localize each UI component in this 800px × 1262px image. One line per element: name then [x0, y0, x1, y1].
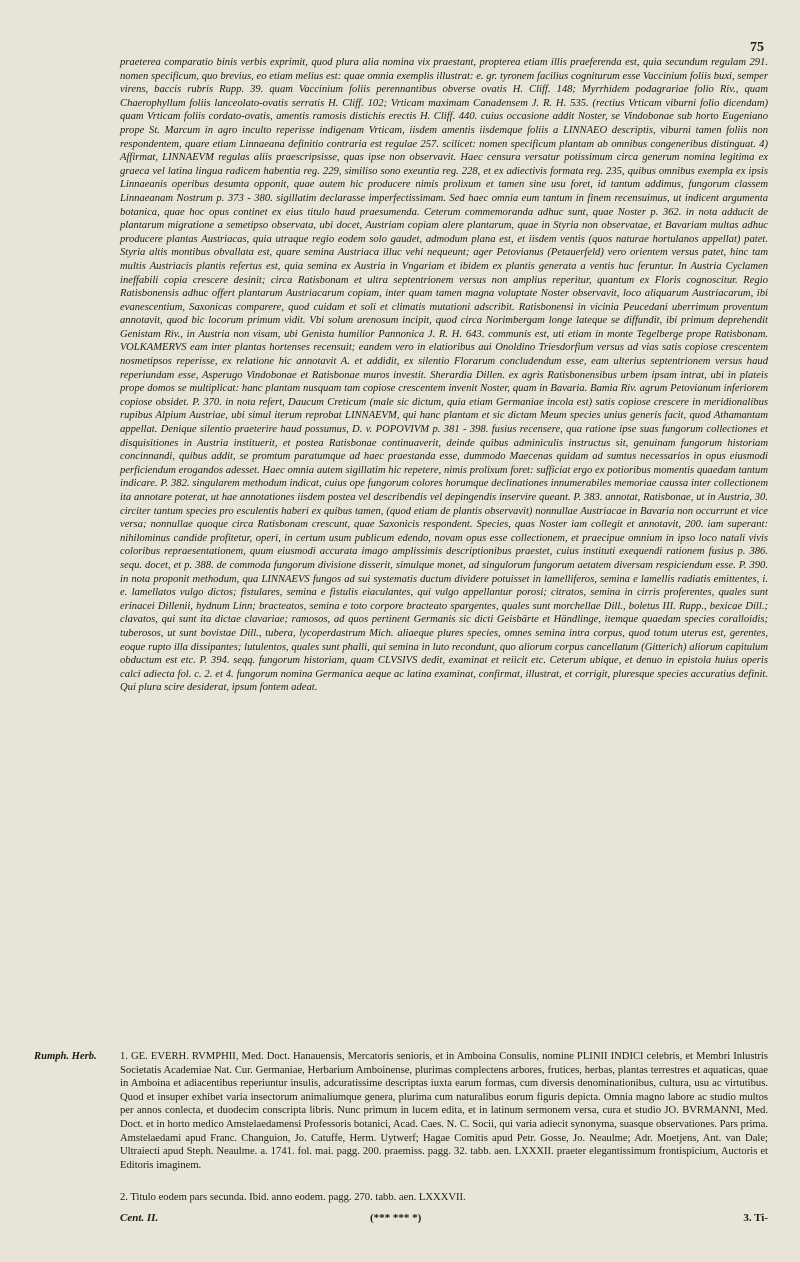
signature-left: Cent. II.: [120, 1212, 159, 1224]
signature-mark: (*** *** *): [370, 1212, 422, 1224]
sub-entry: 2. Titulo eodem pars secunda. Ibid. anno eodem. pagg. 270. tabb. aen. LXXXVII.: [120, 1192, 466, 1203]
body-paragraph: praeterea comparatio binis verbis exprimit, quod plura alia nomina vix praestant, propterea etiam illis praeferenda est, quia secundum regulam 291. nomen specificum, quo brevius, eo etiam melius est: quae omnia exemplis illustrat: e. gr. tyronem facilius cogniturum esse Vaccinium foliis buxi, semper virens, baccis rubris Rupp. 39. quam Vaccinium foliis perennantibus obverse ovatis H. Cliff. 148; Myrrhidem podagrariae folio Riv., quam Chaerophyllum foliis lanceolato-ovatis serratis H. Cliff. 102; Vrticam maximam Canadensem J. R. H. 535. (rectius Vrticam viburni folio dicendam) quam Vrticam foliis cordato-ovatis, amentis ramosis distichis erectis H. Cliff. 440. cuius occasione addit Noster, se Vindobonae sub horto Eugeniano prope St. Marcum in agro inculto reperisse indigenam Vrticam, iisdem amentis iisdemque foliis a LINNAEO descriptis, viburni tamen foliis non respondentem, quare etiam Linnaeana definitio contraria est regulae 257. scilicet: nomen specificum plantam ab omnibus congeneribus distinguat. 4) Affirmat, LINNAEVM regulas aliis praescripsisse, quas ipse non observavit. Haec censura versatur potissimum circa generum nomina legitima ex graeca vel latina lingua radicem habentia reg. 229, similiso sono exeuntia reg. 228, et ex adiectivis formata reg. 235, quibus omnibus exempla ex ipsis Linnaeanis operibus desumta opponit, quae autem hic producere nimis prolixum et tamen sine usu foret, id tantum addimus, fungorum classem Linnaeanam Nostrum p. 373 - 380. sigillatim declarasse imperfectissimam. Sed haec omnia eum tantum in finem recensuimus, ut indicent argumenta botanica, quae hoc opus continet ex eius titulo haud praesumenda. Ceterum commemoranda adhuc sunt, quae Noster p. 362. in nota adducit de plantarum migratione a semetipso observata, ubi docet, Austriam copiam alere plantarum, quae in Styria non observatae, et Bavariam multas adhuc producere plantas Austriacas, quia utraque regio eodem solo gaudet, admodum plana est, et iisdem ventis (quos naturae hortulanos appellat) patet. Styria altis montibus obvallata est, quare semina Austriaca illuc vehi nequeunt; ager Petovianus (Petauerfeld) vero orientem versus patet, hinc tam multis Austriacis plantis refertus est, quia semina ex Austria in Vngariam et ibidem ex plantis generata a ventis huc feruntur. In Austria Cyclamen ineffabili copia crescere desinit; circa Ratisbonam et ultra septentrionem versus non amplius reperitur, quantum ex Floris cognoscitur. Regio Ratisbonensis adhuc offert plantarum Austriacarum copiam, inter quam tamen magna voluptate Noster observavit, loco aliquarum Austriacarum, ibi evanescentium, Saxonicas comparere, quod cuidam et soli et climatis mutationi adscribit. Ratisbonensi in vicinia Peucedani uberrimum proventum annotavit, quod bic locorum primum vidit. Vbi solum arenosum incipit, quod circa Norimbergam longe lateque se diffundit, ibi primum deprehendit Genistam Riv., in Austria non visam, ubi Genista humilior Pannonica J. R. H. 643. communis est, uti etiam in monte Tegelberge prope Ratisbonam. VOLKAMERVS eam inter plantas hortenses recensuit; eandem vero in elatioribus aui Onoldino Triesdorfium versus ad vias satis copiose crescentem nosmetipsos reperisse, ex relatione hic annotavit A. et addidit, ex silentio Florarum concludendum esse, eam ulterius septentrionem versus haud reperiundam esse, Asperugo Vindobonae et Ratisbonae muros investit. Sherardia Dillen. ex agris Ratisbonensibus urbem ipsam intrat, ubi in plateis prope domos se multiplicat: hanc plantam nusquam tam copiose crescentem invenit Noster, quam in Bavaria. Bamia Riv. agrum Petovianum inferiorem copiose obsidet. P. 370. in nota refert, Daucum Creticum (male sic dictum, quia etiam Germaniae incola est) satis copiose crescere in meridionalibus rupibus Alpium Austriae, ubi simul iterum reprobat LINNAEVM, qui hanc plantam et sic dictam Meum species unius generis facit, quod Athamantam appellat. Denique silentio praeterire haud possumus, D. v. POPOVIVM p. 381 - 398. fusius recensere, qua ratione ipse suas fungorum collectiones et disquisitiones in Austria instituerit, et postea Ratisbonae continuaverit, deinde quibus adminiculis instructus sit, genuinam fungorum historiam concinnandi, quibus addit, se promtum paratumque ad haec praestanda esse, dummodo Maecenas quidam ad sumtus necessarios in opus eiusmodi perficiendum erogandos adesset. Haec omnia autem sigillatim hic repetere, nimis prolixum foret: sufficiat ergo ex potioribus momentis quaedam tantum indicare. P. 382. singularem methodum indicat, cuius ope fungorum colores horumque declinationes innumerabiles memoriae caussa inter collectionem ita annotare poterat, ut hae annotationes iisdem postea vel describendis vel depingendis inservire queant. P. 383. annotat, Ratisbonae, ut in Austria, 30. circiter tantum species pro esculentis haberi ex quibus tamen, (quod etiam de plantis observavit) nonnullae Austriacae in Bavaria non occurrunt et vice versa; nonnullae quoque circa Ratisbonam crescunt, quae Saxonicis respondent. Species, quas Noster iam collegit et annotavit, 200. iam superant: nihilominus candide profitetur, operi, in certum usum publicum edendo, novam opus esse collectionem, et praecipue omnium in ipso loco natali vivis coloribus repraesentationem, quum eiusmodi accurata imago amplissimis descriptionibus praestet, cuius instituti exequendi rationem fusius p. 386. sequ. docet, et p. 388. de commoda fungorum divisione disserit, simulque monet, ad singulorum fungorum aetatem diversam respiciendum esse. P. 390. in nota proponit methodum, qua LINNAEVS fungos ad sui systematis ductum dividere potuisset in lamelliferos, semina e lamellis radiatis emittentes, i. e. lamellatos vulgo dictos; fistulares, semina e fistulis eiaculantes, qui vulgo appellantur porosi; citratos, semina in cirris proferentes, quales sunt erinacei Dillenii, hydnum Linn; bracteatos, semina e toto corpore bracteato spargentes, quales sunt morchellae Dill., boletus III. Rupp., bexicae Dill.; clavatos, qui sunt ita dictae clavariae; ramosos, ad quos pertinent Germanis sic dicti Geisbärte et Händlinge, itemque quaedam species coralloidis; tuberosos, ut sunt bovistae Dill., tubera, lycoperdastrum Mich. aliaeque plures species, omnes semina intra corpus, quod totum uterus est, gerentes, eoque rupto illa dissipantes; lutulentos, quales sunt phalli, qui semina in luto recondunt, quo aliorum corpus cancellatum (Gitterich) aliorum capitulum obductum est etc. P. 394. seqq. fungorum historiam, quam CLVSIVS dedit, examinat et reiicit etc. Ceterum ubique, et denuo in epistola huius operis calci adiecta fol. c. 2. et 4. fungorum nomina Germanica aeque ac latina examinat, confirmat, illustrat, et corrigit, pluresque species accuratius definit. Qui plura scire desiderat, ipsum fontem adeat.: [120, 57, 768, 694]
page-number: 75: [750, 40, 764, 55]
entry-text: [120, 1050, 768, 1172]
margin-label: Rumph. Herb.: [34, 1051, 97, 1062]
review-body-text: [120, 56, 768, 695]
catchword: 3. Ti-: [743, 1212, 768, 1224]
entry-paragraph: 1. GE. EVERH. RVMPHII, Med. Doct. Hanauensis, Mercatoris senioris, et in Amboina Consulis, nomine PLINII INDICI celebris, et Membri Inlustris Societatis Academiae Nat. Cur. Germaniae, Herbarium Amboinense, plurimas complectens arbores, frutices, herbas, plantas terrestres et aquaticas, quae in Amboina et adiacentibus reperiuntur insulis, adcuratissime descriptas iuxta earum formas, cum diversis denominationibus, cultura, usu ac virtutibus. Quod et insuper exhibet varia insectorum animaliumque genera, plurima cum naturalibus eorum figuris depicta. Omnia magno labore ac studio multos per annos conlecta, et duodecim conscripta libris. Nunc primum in lucem edita, et in latinum sermonem versa, cura et studio JO. BVRMANNI, Med. Doct. et in horto medico Amstelaedamensi Professoris botanici, Acad. Caes. N. C. Socii, qui varia adiecit synonyma, suasque observationes. Pars prima. Amstelaedami apud Franc. Changuion, Jo. Catuffe, Herm. Uytwerf; Hagae Comitis apud Petr. Gosse, Jo. Neaulme; Adr. Moetjens, Ant. van Dale; Ultraiecti apud Steph. Neaulme. a. 1741. fol. mai. pagg. 200. praemiss. pagg. 32. tabb. aen. LXXXII. praeter elegantissimum frontispicium, Auctoris et Editoris imaginem.: [120, 1051, 768, 1171]
